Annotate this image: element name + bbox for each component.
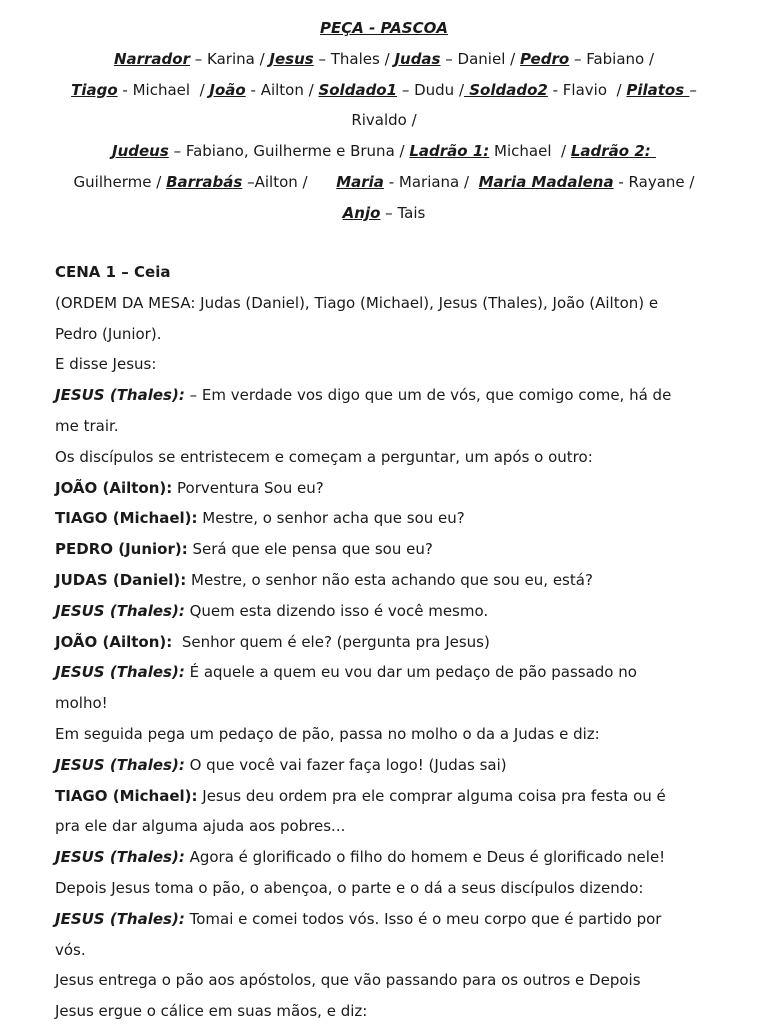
page-title	[40, 13, 728, 44]
cast-separator: -	[547, 80, 563, 99]
cast-line-3	[40, 105, 728, 136]
dialogue-text: Senhor quem é ele? (pergunta pra Jesus)	[172, 632, 490, 651]
dialogue-text: Jesus deu ordem pra ele comprar alguma coisa pra festa ou é	[197, 786, 666, 805]
speaker-label: TIAGO (Michael):	[55, 509, 198, 528]
cast-actor: Karina /	[207, 49, 270, 68]
cast-separator: –	[242, 172, 255, 191]
cast-role: Ladrão 2:	[570, 142, 656, 161]
dialogue-line	[55, 750, 715, 781]
cast-role: Narrador	[113, 49, 190, 68]
dialogue-line	[55, 627, 715, 658]
scene-block	[55, 257, 715, 1027]
cast-line-5	[40, 167, 728, 198]
cast-separator: -	[117, 80, 133, 99]
cast-role: Judas	[394, 49, 441, 68]
cast-actor: Ailton /	[254, 172, 337, 191]
cast-separator: –	[168, 142, 186, 161]
cast-actor: Michael /	[132, 80, 210, 99]
dialogue-line	[55, 904, 715, 935]
cast-separator: –	[313, 49, 331, 68]
scene-lines	[55, 288, 715, 1027]
stage-text: molho!	[55, 694, 108, 713]
stage-text: Jesus ergue o cálice em suas mãos, e diz:	[55, 1002, 368, 1021]
header-block	[40, 13, 728, 229]
speaker-label: JESUS (Thales):	[55, 386, 185, 405]
cast-separator: –	[569, 49, 587, 68]
speaker-label: JESUS (Thales):	[55, 909, 185, 928]
stage-text: Jesus entrega o pão aos apóstolos, que vão passando para os outros e Depois	[55, 971, 641, 990]
scene-title: CENA 1 – Ceia	[55, 263, 171, 281]
dialogue-text: É aquele a quem eu vou dar um pedaço de pão passado no	[184, 663, 637, 682]
speaker-label: JESUS (Thales):	[55, 755, 185, 774]
cast-line-1	[40, 44, 728, 75]
cast-actor: Tais	[397, 203, 426, 222]
play-title: PEÇA - PASCOA	[320, 19, 448, 37]
cast-actor: Daniel /	[457, 49, 520, 68]
cast-actor: Fabiano, Guilherme e Bruna /	[185, 142, 410, 161]
cast-actor: Michael /	[494, 142, 571, 161]
dialogue-text: Mestre, o senhor não esta achando que sou eu, está?	[186, 570, 593, 589]
cast-line-6	[40, 198, 728, 229]
stage-text: Depois Jesus toma o pão, o abençoa, o parte e o dá a seus discípulos dizendo:	[55, 878, 644, 897]
cast-actor: Flavio /	[562, 80, 627, 99]
speaker-label: TIAGO (Michael):	[55, 786, 198, 805]
dialogue-line	[55, 781, 715, 812]
cast-separator: –	[440, 49, 458, 68]
cast-separator: –	[189, 49, 208, 68]
speaker-label: JESUS (Thales):	[55, 848, 185, 867]
dialogue-line	[55, 657, 715, 688]
cast-actor: Rivaldo /	[351, 111, 417, 130]
cast-role: Maria	[336, 172, 384, 191]
stage-text: pra ele dar alguma ajuda aos pobres...	[55, 817, 346, 836]
cast-actor: Rayane /	[628, 172, 695, 191]
dialogue-line	[55, 503, 715, 534]
cast-role: Maria Madalena	[478, 172, 614, 191]
speaker-label: JUDAS (Daniel):	[55, 570, 187, 589]
dialogue-text: Agora é glorificado o filho do homem e Deus é glorificado nele!	[184, 848, 666, 867]
cast-separator: -	[383, 172, 399, 191]
stage-text: me trair.	[55, 416, 119, 435]
cast-role: Anjo	[342, 203, 381, 222]
cast-separator: -	[245, 80, 261, 99]
dialogue-line	[55, 565, 715, 596]
dialogue-text: Porventura Sou eu?	[172, 478, 324, 497]
cast-actor: Dudu /	[414, 80, 465, 99]
dialogue-line	[55, 534, 715, 565]
stage-text: Em seguida pega um pedaço de pão, passa no molho o da a Judas e diz:	[55, 724, 600, 743]
speaker-label: JESUS (Thales):	[55, 601, 185, 620]
dialogue-text: Quem esta dizendo isso é você mesmo.	[184, 601, 489, 620]
dialogue-text: Mestre, o senhor acha que sou eu?	[197, 509, 465, 528]
stage-text: (ORDEM DA MESA: Judas (Daniel), Tiago (Michael), Jesus (Thales), João (Ailton) e	[55, 293, 659, 312]
stage-text: vós.	[55, 940, 86, 959]
speaker-label: JESUS (Thales):	[55, 663, 185, 682]
cast-separator: –	[380, 203, 398, 222]
stage-text: E disse Jesus:	[55, 355, 157, 374]
cast-role: Ladrão 1:	[409, 142, 490, 161]
cast-actor: Fabiano /	[586, 49, 655, 68]
cast-actor: Mariana /	[398, 172, 479, 191]
dialogue-text: Tomai e comei todos vós. Isso é o meu corpo que é partido por	[184, 909, 662, 928]
dialogue-line	[55, 842, 715, 873]
cast-actor: Thales /	[330, 49, 395, 68]
cast-separator: -	[613, 172, 629, 191]
stage-text: Pedro (Junior).	[55, 324, 162, 343]
cast-role: Soldado2	[464, 80, 548, 99]
cast-separator: –	[689, 80, 697, 99]
dialogue-text: – Em verdade vos digo que um de vós, que comigo come, há de	[184, 386, 672, 405]
cast-role: João	[209, 80, 246, 99]
cast-role: Tiago	[71, 80, 118, 99]
cast-actor: Guilherme /	[73, 172, 167, 191]
cast-line-2	[40, 75, 728, 106]
cast-actor: Ailton /	[260, 80, 319, 99]
speaker-label: PEDRO (Junior):	[55, 540, 188, 559]
cast-role: Pedro	[519, 49, 570, 68]
cast-role: Barrabás	[166, 172, 243, 191]
dialogue-line	[55, 380, 715, 411]
dialogue-text: Será que ele pensa que sou eu?	[187, 540, 433, 559]
cast-role: Jesus	[269, 49, 314, 68]
cast-role: Pilatos	[626, 80, 690, 99]
dialogue-line	[55, 596, 715, 627]
cast-role: Judeus	[112, 142, 169, 161]
cast-separator: –	[397, 80, 415, 99]
speaker-label: JOÃO (Ailton):	[55, 632, 173, 651]
cast-role: Soldado1	[318, 80, 398, 99]
cast-line-4	[40, 136, 728, 167]
dialogue-text: O que você vai fazer faça logo! (Judas sai)	[184, 755, 507, 774]
stage-text: Os discípulos se entristecem e começam a perguntar, um após o outro:	[55, 447, 593, 466]
speaker-label: JOÃO (Ailton):	[55, 478, 173, 497]
dialogue-line	[55, 473, 715, 504]
